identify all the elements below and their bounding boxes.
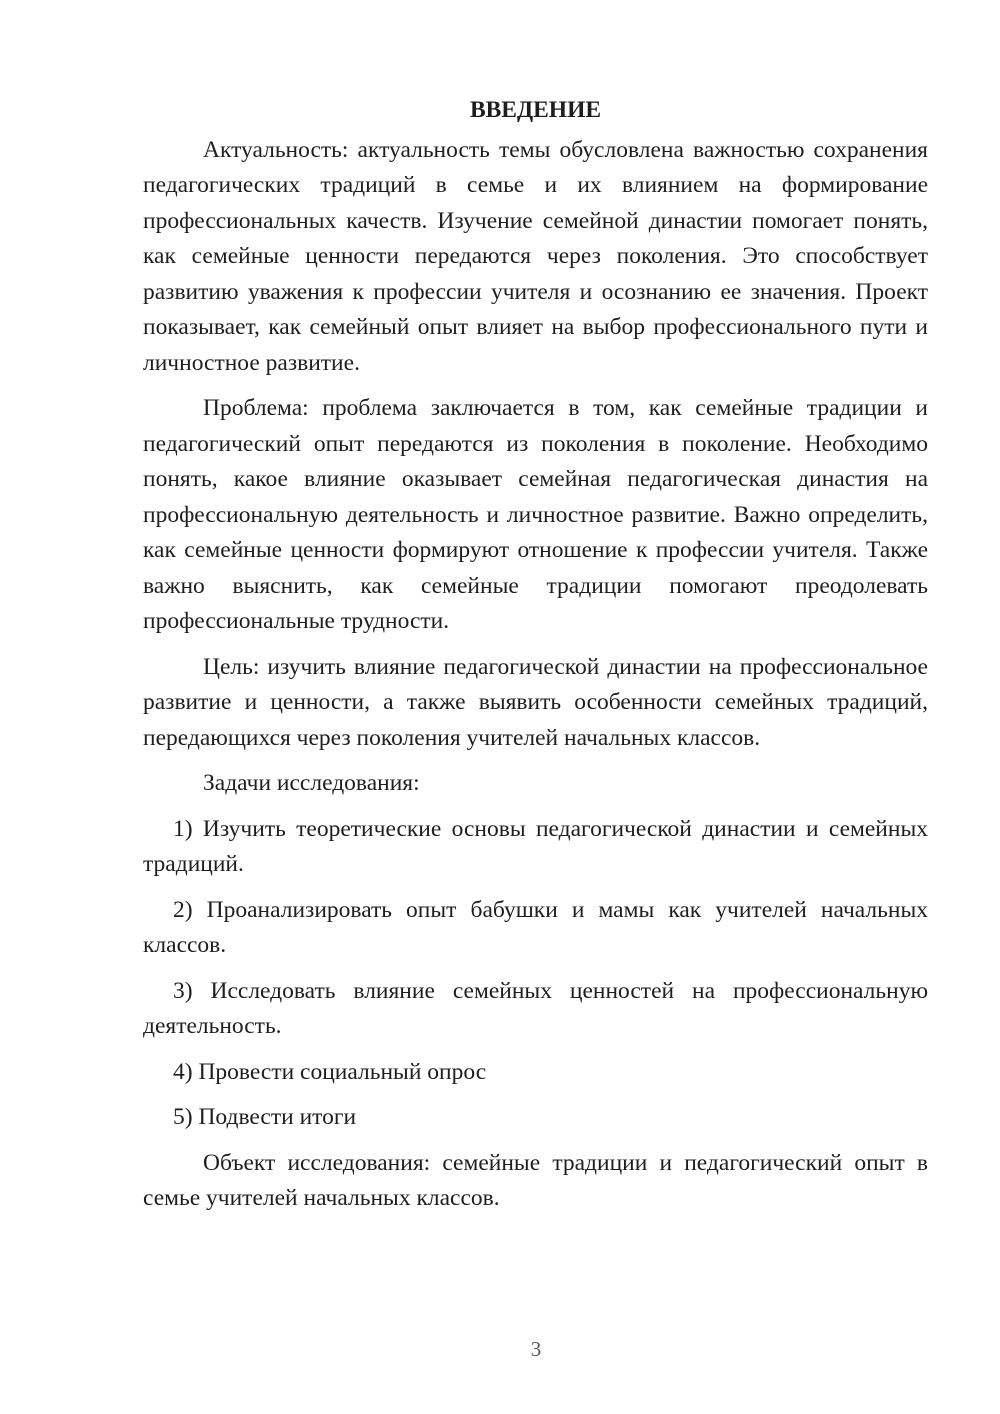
- tasks-heading: Задачи исследования:: [203, 770, 420, 796]
- goal-paragraph: Цель: изучить влияние педагогической династии на профессиональное развитие и ценности, а также выявить особенности семейных традиций, передающихся через поколения учителей начальных классов.: [143, 653, 928, 751]
- task-item-4: 4) Провести социальный опрос: [173, 1058, 487, 1085]
- page-title: ВВЕДЕНИЕ: [469, 97, 602, 123]
- task-item-3: 3) Исследовать влияние семейных ценностей на профессиональную деятельность.: [143, 977, 928, 1039]
- relevance-paragraph: Актуальность: актуальность темы обусловлена важностью сохранения педагогических традиций в семье и их влиянием на формирование профессиональных качеств. Изучение семейной династии помогает понять, как семейные ценности передаются через поколения. Это способствует развитию уважения к профессии учителя и осознанию ее значения. Проект показывает, как семейный опыт влияет на выбор профессионального пути и личностное развитие.: [143, 136, 928, 376]
- object-paragraph: Объект исследования: семейные традиции и педагогический опыт в семье учителей начальных классов.: [143, 1149, 928, 1211]
- task-item-5: 5) Подвести итоги: [173, 1104, 357, 1130]
- page-content: [143, 93, 928, 1227]
- task-item-2: 2) Проанализировать опыт бабушки и мамы как учителей начальных классов.: [143, 896, 928, 958]
- problem-paragraph: Проблема: проблема заключается в том, как семейные традиции и педагогический опыт передаются из поколения в поколение. Необходимо понять, какое влияние оказывает семейная педагогическая династия на профессиональную деятельность и личностное развитие. Важно определить, как семейные ценности формируют отношение к профессии учителя. Также важно выяснить, как семейные традиции помогают преодолевать профессиональные трудности.: [143, 395, 928, 634]
- task-item-1: 1) Изучить теоретические основы педагогической династии и семейных традиций.: [143, 815, 928, 877]
- page-number: 3: [530, 1337, 542, 1361]
